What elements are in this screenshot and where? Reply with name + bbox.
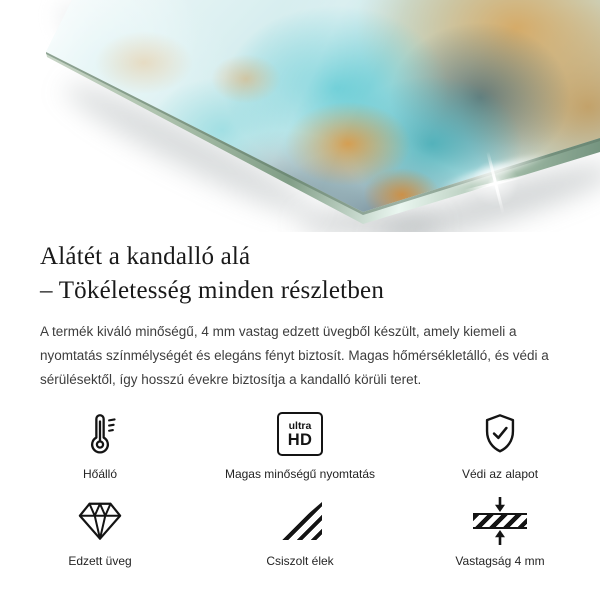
- feature-print-quality: [200, 408, 400, 481]
- title-line-1: Alátét a kandalló alá: [40, 243, 251, 270]
- feature-label: Hőálló: [82, 467, 118, 481]
- feature-polished-edges: [200, 495, 400, 568]
- ultra-hd-text-bottom: HD: [287, 430, 313, 449]
- feature-label: Magas minőségű nyomtatás: [224, 467, 376, 481]
- page-title: [40, 240, 560, 308]
- feature-heat-resistant: [0, 408, 200, 481]
- shield-check-icon: [477, 411, 523, 457]
- arrow-up-icon: [492, 530, 508, 545]
- feature-label: Csiszolt élek: [266, 554, 334, 568]
- thermometer-icon: [77, 411, 123, 457]
- ultra-hd-icon: [277, 412, 323, 456]
- thickness-bar: [473, 513, 527, 529]
- product-description: A termék kiváló minőségű, 4 mm vastag edzett üvegből készült, amely kiemeli a nyomtatás színmélységét és elegáns fényt biztosít. Magas hőmérsékletálló, és védi a sérülésektől, így hosszú évekre biztosítja a kandalló körüli teret.: [40, 324, 549, 387]
- product-image: [0, 0, 600, 232]
- thickness-icon: [473, 497, 527, 545]
- ultra-hd-text-top: ultra: [288, 419, 312, 432]
- feature-icon-wrap: [477, 408, 523, 460]
- feature-icon-wrap: [77, 408, 123, 460]
- feature-icon-wrap: [278, 495, 322, 547]
- feature-tempered-glass: [0, 495, 200, 568]
- polished-edges-icon: [278, 502, 322, 540]
- feature-label: Edzett üveg: [68, 554, 132, 568]
- feature-label: Védi az alapot: [461, 467, 539, 481]
- feature-icon-wrap: [277, 408, 323, 460]
- feature-protects-base: [400, 408, 600, 481]
- feature-label: Vastagság 4 mm: [455, 554, 545, 568]
- features-grid: [0, 408, 600, 568]
- content-area: [0, 240, 600, 568]
- feature-icon-wrap: [473, 495, 527, 547]
- feature-thickness: [400, 495, 600, 568]
- feature-icon-wrap: [75, 495, 125, 547]
- diamond-icon: [75, 499, 125, 543]
- title-line-2: – Tökéletesség minden részletben: [40, 277, 385, 304]
- arrow-down-icon: [492, 497, 508, 512]
